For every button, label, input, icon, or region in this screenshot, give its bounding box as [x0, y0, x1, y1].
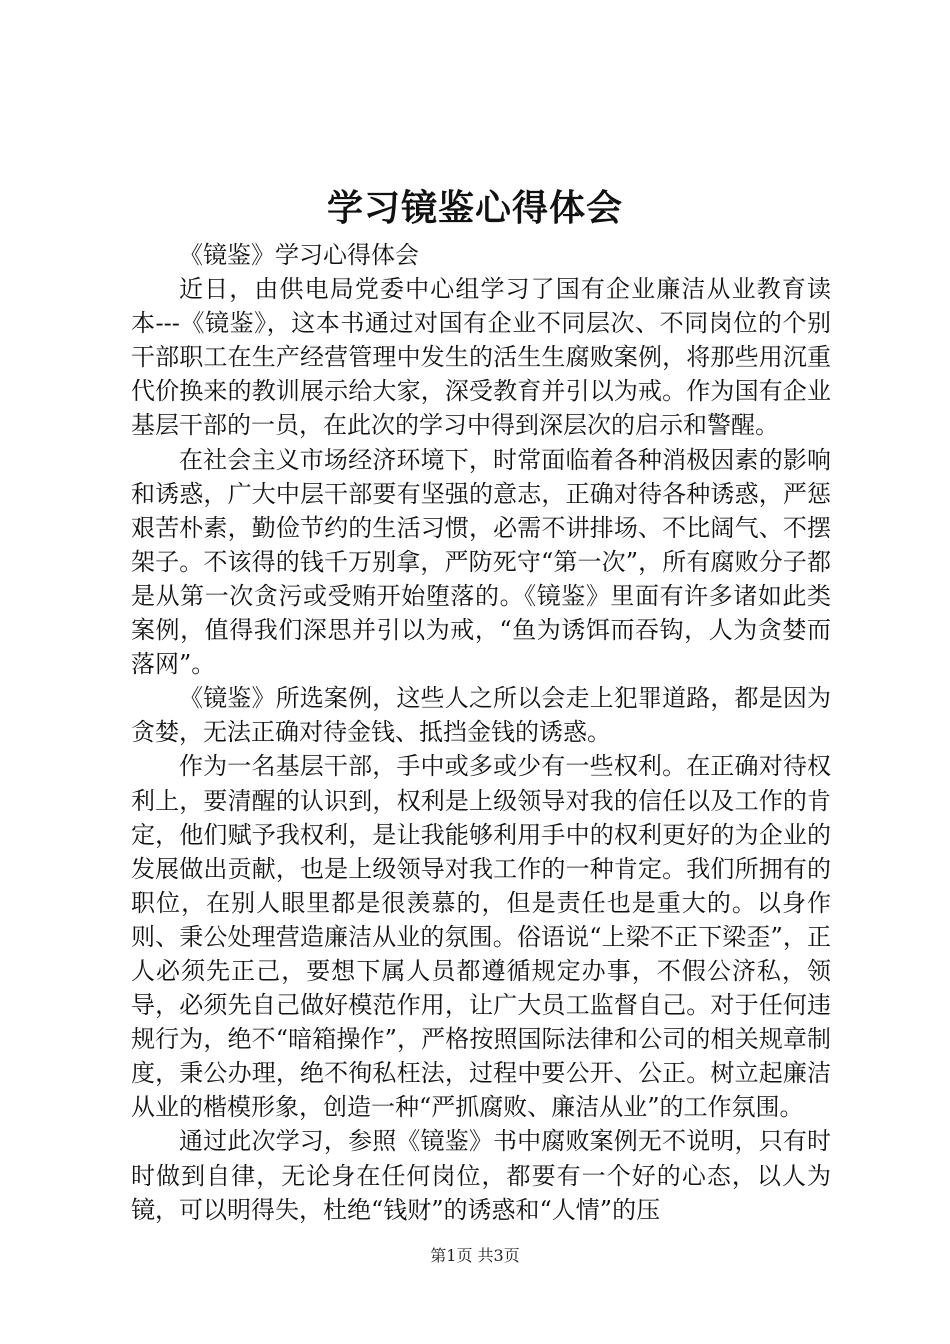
body-paragraph: 在社会主义市场经济环境下，时常面临着各种消极因素的影响和诱惑，广大中层干部要有坚强的意志，正确对待各种诱惑，严惩艰苦朴素，勤俭节约的生活习惯，必需不讲排场、不比阔气、不摆架子。不该得的钱千万别拿，严防死守“第一次”，所有腐败分子都是从第一次贪污或受贿开始堕落的。《镜鉴》里面有许多诸如此类案例，值得我们深思并引以为戒，“鱼为诱饵而吞钩，人为贪婪而落网”。: [131, 445, 831, 679]
subtitle-paragraph: 《镜鉴》学习心得体会: [179, 241, 419, 269]
document-body: [131, 238, 831, 1227]
document-title: 学习镜鉴心得体会: [326, 187, 623, 229]
body-paragraph: 近日，由供电局党委中心组学习了国有企业廉洁从业教育读本---《镜鉴》，这本书通过对国有企业不同层次、不同岗位的个别干部职工在生产经营管理中发生的活生生腐败案例，将那些用沉重代价换来的教训展示给大家，深受教育并引以为戒。作为国有企业基层干部的一员，在此次的学习中得到深层次的启示和警醒。: [131, 275, 831, 440]
body-paragraph: 作为一名基层干部，手中或多或少有一些权利。在正确对待权利上，要清醒的认识到，权利是上级领导对我的信任以及工作的肯定，他们赋予我权利，是让我能够利用手中的权利更好的为企业的发展做出贡献，也是上级领导对我工作的一种肯定。我们所拥有的职位，在别人眼里都是很羡慕的，但是责任也是重大的。以身作则、秉公处理营造廉洁从业的氛围。俗语说“上梁不正下梁歪”，正人必须先正己，要想下属人员都遵循规定办事，不假公济私，领导，必须先自己做好模范作用，让广大员工监督自己。对于任何违规行为，绝不“暗箱操作”，严格按照国际法律和公司的相关规章制度，秉公办理，绝不徇私枉法，过程中要公开、公正。树立起廉洁从业的楷模形象，创造一种“严抓腐败、廉洁从业”的工作氛围。: [131, 752, 831, 1122]
page-number-footer: 第1页 共3页: [430, 1246, 520, 1265]
body-paragraph: 《镜鉴》所选案例，这些人之所以会走上犯罪道路，都是因为贪婪，无法正确对待金钱、抵挡金钱的诱惑。: [131, 684, 831, 747]
body-paragraph: 通过此次学习，参照《镜鉴》书中腐败案例无不说明，只有时时做到自律，无论身在任何岗位，都要有一个好的心态，以人为镜，可以明得失，杜绝“钱财”的诱惑和“人情”的压: [131, 1127, 831, 1224]
